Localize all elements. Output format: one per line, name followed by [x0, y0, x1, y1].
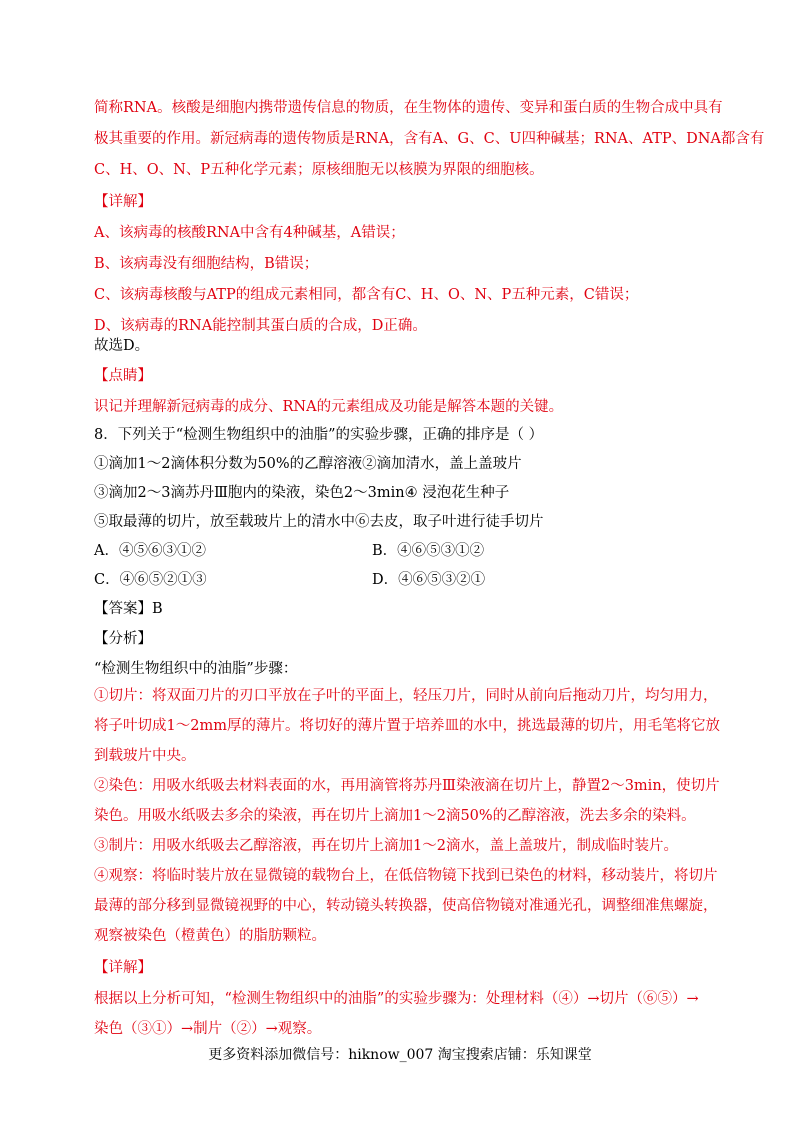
- detail-line-a: A、该病毒的核酸RNA中含有4种碱基，A错误；: [94, 225, 405, 241]
- question-step-line-2: ③滴加2～3滴苏丹Ⅲ胞内的染液，染色2～3min④ 浸泡花生种子: [94, 485, 510, 501]
- analysis-line-3: 到载玻片中央。: [94, 748, 196, 764]
- intro-line-1: 简称RNA。核酸是细胞内携带遗传信息的物质，在生物体的遗传、变异和蛋白质的生物合成中具有: [94, 100, 723, 116]
- question-step-line-1: ①滴加1～2滴体积分数为50%的乙醇溶液②滴加清水，盖上盖玻片: [94, 456, 522, 472]
- analysis-line-1: ①切片：将双面刀片的刃口平放在子叶的平面上，轻压刀片，同时从前向后拖动刀片，均匀用力，: [94, 688, 718, 704]
- option-d: D．④⑥⑤③②①: [372, 572, 486, 588]
- detail-heading: 【详解】: [94, 194, 152, 210]
- option-a: A．④⑤⑥③①②: [94, 543, 206, 559]
- detail2-line-2: 染色（③①）→制片（②）→观察。: [94, 1021, 322, 1037]
- page-footer: 更多资料添加微信号：hiknow_007 淘宝搜索店铺：乐知课堂: [208, 1047, 592, 1063]
- detail2-line-1: 根据以上分析可知，“检测生物组织中的油脂”的实验步骤为：处理材料（④）→切片（⑥⑤）→: [94, 991, 699, 1007]
- analysis-line-7: ④观察：将临时装片放在显微镜的载物台上，在低倍物镜下找到已染色的材料，移动装片，将切片: [94, 868, 718, 884]
- analysis-line-5: 染色。用吸水纸吸去多余的染液，再在切片上滴加1～2滴50%的乙醇溶液，洗去多余的染料。: [94, 808, 696, 824]
- comment-heading: 【点睛】: [94, 368, 152, 384]
- question-stem: 8．下列关于“检测生物组织中的油脂”的实验步骤，正确的排序是（ ）: [94, 427, 544, 443]
- question-step-line-3: ⑤取最薄的切片，放至载玻片上的清水中⑥去皮，取子叶进行徒手切片: [94, 514, 544, 530]
- option-c: C．④⑥⑤②①③: [94, 572, 207, 588]
- analysis-title: “检测生物组织中的油脂”步骤：: [94, 661, 298, 677]
- analysis-line-6: ③制片：用吸水纸吸去乙醇溶液，再在切片上滴加1～2滴水，盖上盖玻片，制成临时装片。: [94, 838, 678, 854]
- intro-line-3: C、H、O、N、P五种化学元素；原核细胞无以核膜为界限的细胞核。: [94, 162, 544, 178]
- analysis-line-4: ②染色：用吸水纸吸去材料表面的水，再用滴管将苏丹Ⅲ染液滴在切片上，静置2～3min，使切片: [94, 778, 720, 794]
- analysis-line-9: 观察被染色（橙黄色）的脂肪颗粒。: [94, 928, 326, 944]
- analysis-line-2: 将子叶切成1～2mm厚的薄片。将切好的薄片置于培养皿的水中，挑选最薄的切片，用毛笔将它放: [94, 718, 720, 734]
- detail-line-c: C、该病毒核酸与ATP的组成元素相同，都含有C、H、O、N、P五种元素，C错误；: [94, 287, 639, 303]
- detail-line-b: B、该病毒没有细胞结构，B错误；: [94, 256, 319, 272]
- comment-text: 识记并理解新冠病毒的成分、RNA的元素组成及功能是解答本题的关键。: [94, 399, 564, 415]
- detail2-heading: 【详解】: [94, 960, 152, 976]
- option-b: B．④⑥⑤③①②: [372, 543, 485, 559]
- analysis-heading: 【分析】: [94, 631, 152, 647]
- detail-line-d: D、该病毒的RNA能控制其蛋白质的合成，D正确。: [94, 318, 427, 334]
- conclusion-text: 故选D。: [94, 338, 150, 354]
- answer-text: 【答案】B: [94, 601, 163, 617]
- analysis-line-8: 最薄的部分移到显微镜视野的中心，转动镜头转换器，使高倍物镜对准通光孔，调整细准焦螺旋，: [94, 898, 718, 914]
- intro-line-2: 极其重要的作用。新冠病毒的遗传物质是RNA，含有A、G、C、U四种碱基；RNA、ATP、DNA都含有: [94, 131, 765, 147]
